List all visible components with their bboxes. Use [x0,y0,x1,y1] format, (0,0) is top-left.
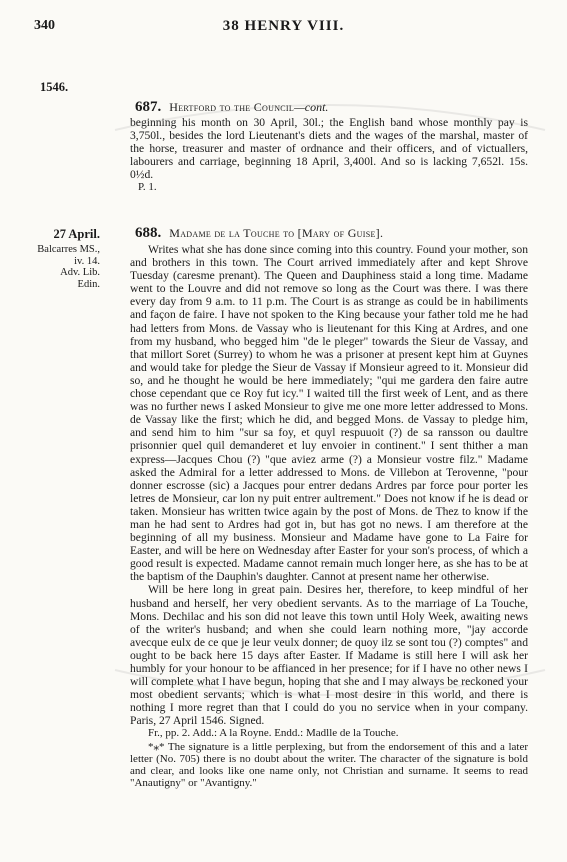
entry-687-body [130,116,528,195]
margin-reference-line: Balcarres MS., [37,244,100,255]
entry-continued-marker: —cont. [294,100,329,114]
entry-687-heading [135,99,328,116]
entry-title: Hertford to the Council [169,100,295,114]
editorial-note: *⁎* The signature is a little perplexing, but from the endorsement of this and a later letter (No. 705) there is no doubt about the writer. The character of the signature is bold and clear, and looks like one name only, not Christian and surname. It seems to read "Anautigny" or "Avantigny." [130,740,528,790]
margin-reference-line: iv. 14. [74,255,100,267]
entry-688-heading [135,225,383,242]
running-title: 38 HENRY VIII. [222,18,345,34]
page-number: 340 [34,18,55,33]
entry-number: 687. [135,99,162,115]
letter-paragraph: Will be here long in great pain. Desires her, therefore, to keep mindful of her husband and herself, her very obedient servants. As to the marriage of La Touche, Mons. Dechilac and his son did not leave this town until Holy Week, awaiting news of the writer's husband; and when she could learn nothing more, "jay accorde avecque eulx de ce que je leur veulx donner; de quoy ilz se sont tou (?) comptes" and ought to be back here 15 days after Easter. If Madame is still here I will ask her humbly for your honour to be affianced in her presence; for if I have no other news I will complete what I have begun, hoping that she and I may always be reckoned your most obedient servants; which is what I most desire in this world, and there is nothing I more regret than that I could do you no service when in your company. Paris, 27 April 1546. Signed. [130,583,528,728]
entry-687-pages: P. 1. [138,181,157,194]
margin-year: 1546. [40,80,69,94]
letter-paragraph: Writes what she has done since coming into this country. Found your mother, son and brothers in this town. The Court arrived immediately after and kept Shrove Tuesday (caresme prenant). The Queen and Dauphiness staid a long time. Madame went to the Louvre and did not remove so long as the Court was there. I was there every day from 9 a.m. to 11 p.m. The Court is as strange as could be in habiliments and façon de faire. I have not spoken to the King because your father told me he had had letters from Mons. de Vassay who is lieutenant for this King at Ardres, and one from my husband, who begged him "de le pleger" towards the Sieur de Vassay, and that millort Soret (Surrey) to whom he was a prisoner at present kept him at Guynes and would take for pledge the Sieur de Vassay if Monsieur agreed to it. Monsieur did so, and he thought he would be here immediately; "qui me gardera den faire autre chose cependant que ce Roy fut icy." I waited till the first week of Lent, and as there was no further news I asked Monsieur to give me one more letter addressed to Mons. de Vassay like the first; which he did, and begged Mons. de Vassay to pledge him, and send him to him "sur sa foy, et quyl respuuoit (?) de sa ransson ou daultre prisonnier quel quil demanderet et luy envoier in continent." I sent thither a man express—Jacques Chou (?) "que aviez arme (?) a Monsieur vostre filz." Madame asked the Admiral for a letter addressed to Mons. de Villebon at Terovenne, "pour donner escrosse (sic) a Jacques pour entrer dedans Ardres par force pour porter les letres de Monsieur, car lon ny puit entrer aultrement." Does not know if he is dead or taken. Monsieur has written twice again by the post of Mons. de Thez to know if the man he had sent to Ardres had got in, but has got no news. I am therefore at the beginning of all my business. Monsieur and Madame have gone to La Faire for Easter, and will be here on Wednesday after Easter for your son's process, of which a good result is expected. Madame cannot remain much longer here, as she has to be at the baptism of the Dauphin's daughter. Cannot at present name her otherwise. [130,243,528,584]
margin-reference-line: Edin. [77,278,100,290]
entry-688-meta: Fr., pp. 2. Add.: A la Royne. Endd.: Madlle de la Touche. [148,727,399,740]
margin-date: 27 April. [53,227,100,241]
running-head [0,16,567,36]
margin-reference-line: Adv. Lib. [60,267,100,278]
entry-number: 688. [135,225,162,241]
margin-reference [20,244,100,290]
entry-688-body [130,243,528,790]
entry-title: Madame de la Touche to [Mary of Guise]. [169,226,384,240]
entry-687-text: beginning his month on 30 April, 30l.; the English band whose monthly pay is 3,750l., besides the lord Lieutenant's diets and the wages of the marshal, master of the horse, treasurer and master of ordnance and their officers, and of victuallers, labourers and carriage, beginning 18 April, 3,400l. And so is lacking 7,652l. 15s. 0½d. [130,116,528,182]
